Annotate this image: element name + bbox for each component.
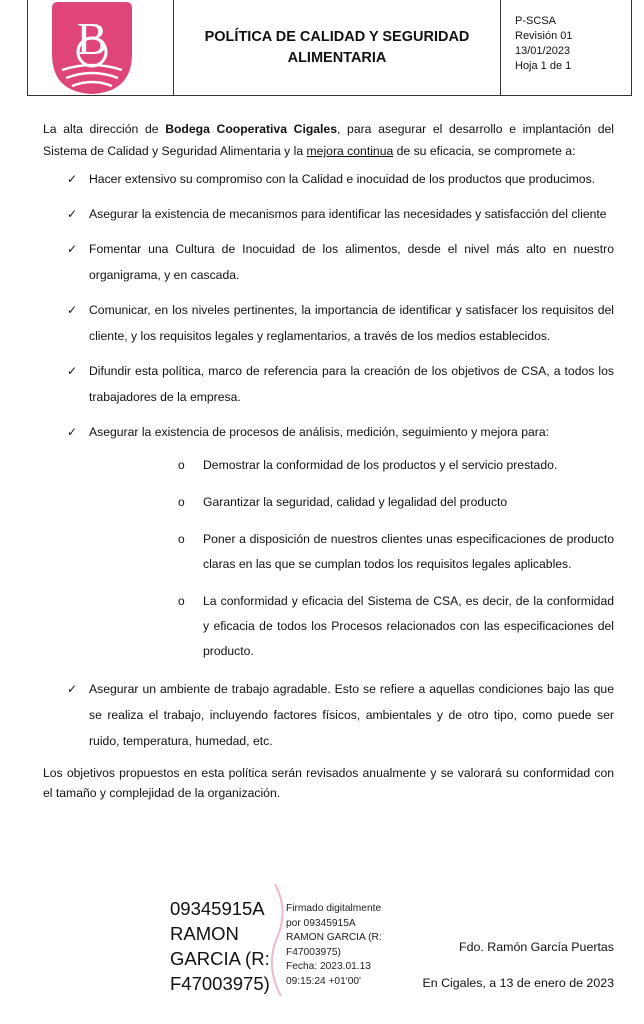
commitment-text: Asegurar la existencia de mecanismos para identificar las necesidades y satisfacción del cliente [89,207,607,221]
sub-list-item [89,589,614,664]
list-item [43,676,614,754]
signature-detail-line: Firmado digitalmente [286,903,382,914]
signature-detail-line: por 09345915A [286,917,356,929]
signature-line: F47003975) [170,973,270,994]
digital-signature-name [170,896,270,996]
check-icon: ✓ [67,425,78,439]
check-icon: ✓ [67,172,78,186]
sub-item-text: Poner a disposición de nuestros clientes unas especificaciones de producto claras en las que se cumplan todos los requisitos legales aplicables. [203,532,614,571]
signature-line: 09345915A [170,898,265,919]
intro-paragraph [43,118,614,162]
commitment-text: Asegurar un ambiente de trabajo agradable. Esto se refiere a aquellas condiciones bajo las que se realiza el trabajo, incluyendo factores físicos, ambientales y de otro tipo, como puede ser ruido, temperatura, humedad, etc. [89,682,614,748]
commitment-text: Fomentar una Cultura de Inocuidad de los alimentos, desde el nivel más alto en nuestro organigrama, y en cascada. [89,242,614,282]
list-item [43,358,614,410]
doc-revision: Revisión 01 [515,30,573,42]
policy-body [43,118,614,803]
document-header [27,0,632,96]
place-and-date: En Cigales, a 13 de enero de 2023 [422,976,614,990]
list-item [43,236,614,288]
intro-text-3: de su eficacia, se compromete a: [393,144,576,158]
sub-item-text: La conformidad y eficacia del Sistema de CSA, es decir, de la conformidad y eficacia de todos los Procesos relacionados con las especificaciones del producto. [203,594,614,658]
doc-code: P-SCSA [515,15,556,27]
sub-item-text: Demostrar la conformidad de los productos y el servicio prestado. [203,458,558,472]
title-line-2: ALIMENTARIA [287,49,387,66]
sub-list [89,453,614,664]
logo-cell [28,0,174,95]
commitment-text: Difundir esta política, marco de referencia para la creación de los objetivos de CSA, a todos los trabajadores de la empresa. [89,364,614,404]
list-item [43,297,614,349]
check-icon: ✓ [67,364,78,378]
signature-detail-line: Fecha: 2023.01.13 [286,961,371,973]
signature-detail-line: F47003975) [286,946,341,958]
signature-line: RAMON [170,923,239,944]
signature-line: GARCIA (R: [170,948,270,969]
commitment-list [43,166,614,754]
title-line-1: POLÍTICA DE CALIDAD Y SEGURIDAD [204,28,470,45]
svg-text:B: B [76,13,108,64]
list-item [43,166,614,192]
document-meta [501,0,631,95]
check-icon: ✓ [67,303,78,317]
circle-bullet-icon: o [178,458,185,472]
doc-date: 13/01/2023 [515,45,571,57]
sub-item-text: Garantizar la seguridad, calidad y legalidad del producto [203,495,508,509]
check-icon: ✓ [67,242,78,256]
company-name: Bodega Cooperativa Cigales [165,122,337,136]
winery-logo-icon [44,2,140,96]
doc-page: Hoja 1 de 1 [515,60,572,72]
circle-bullet-icon: o [178,495,185,509]
intro-text-2: , para asegurar el desarrollo e implantación del Sistema de Calidad y Seguridad Alimentaria y la [43,122,614,158]
list-item [43,419,614,664]
closing-paragraph: Los objetivos propuestos en esta política serán revisados anualmente y se valorará su conformidad con el tamaño y complejidad de la organización. [43,766,614,800]
commitment-text: Hacer extensivo su compromiso con la Calidad e inocuidad de los productos que producimos. [89,172,596,186]
circle-bullet-icon: o [178,532,185,546]
commitment-text: Comunicar, en los niveles pertinentes, la importancia de identificar y satisfacer los requisitos del cliente, y los requisitos legales y reglamentarios, a través de los medios establecidos. [89,303,614,343]
list-item [43,201,614,227]
sub-list-item [89,527,614,577]
commitment-text: Asegurar la existencia de procesos de análisis, medición, seguimiento y mejora para: [89,425,549,439]
signer-name: Fdo. Ramón García Puertas [459,940,614,954]
digital-signature-details [286,902,382,990]
intro-text-1: La alta dirección de [43,122,166,136]
signature-detail-line: 09:15:24 +01'00' [286,975,361,987]
circle-bullet-icon: o [178,594,185,608]
signature-detail-line: RAMON GARCIA (R: [286,932,382,944]
check-icon: ✓ [67,682,78,696]
continuous-improvement-link[interactable]: mejora continua [306,144,394,158]
sub-list-item [89,490,614,515]
check-icon: ✓ [67,207,78,221]
document-title [174,0,501,95]
sub-list-item [89,453,614,478]
